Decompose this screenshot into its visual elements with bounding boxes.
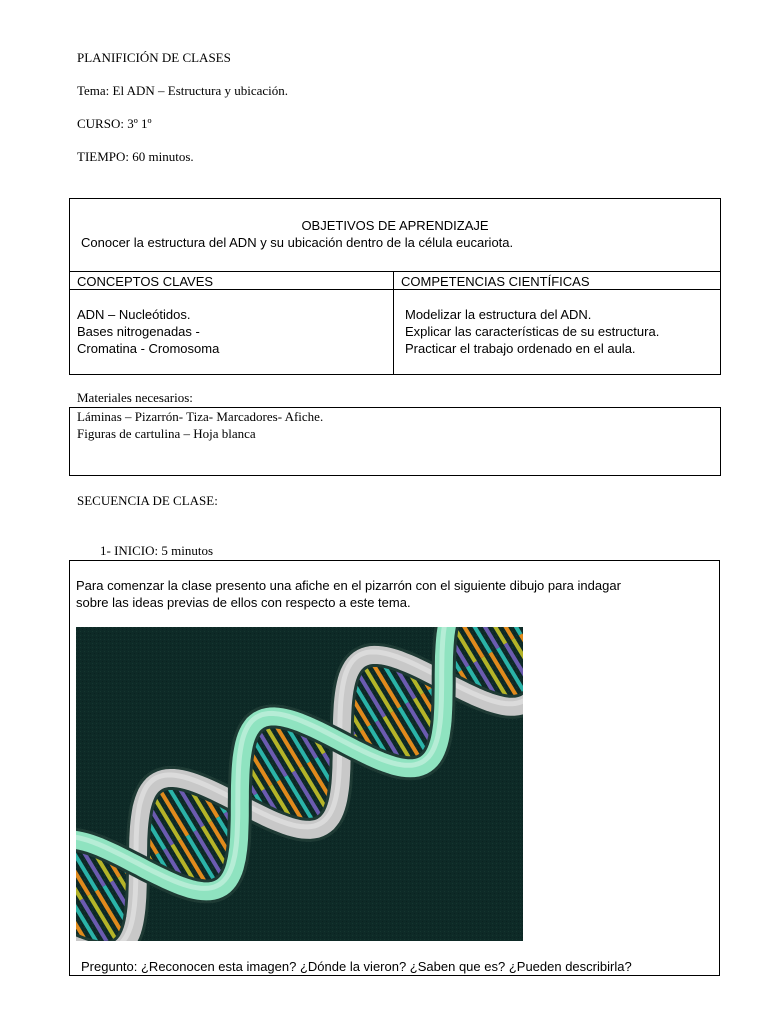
conceptos-list bbox=[77, 306, 219, 357]
list-item: ADN – Nucleótidos. bbox=[77, 307, 191, 322]
list-item: Modelizar la estructura del ADN. bbox=[405, 307, 592, 322]
secuencia-heading: SECUENCIA DE CLASE: bbox=[77, 493, 218, 508]
competencias-heading: COMPETENCIAS CIENTÍFICAS bbox=[401, 274, 590, 289]
competencias-list bbox=[405, 306, 659, 357]
list-item: Explicar las características de su estructura. bbox=[405, 324, 660, 339]
objetivos-heading: OBJETIVOS DE APRENDIZAJE bbox=[301, 218, 489, 233]
conceptos-heading: CONCEPTOS CLAVES bbox=[77, 274, 214, 289]
table-divider bbox=[69, 271, 721, 272]
dna-helix-image bbox=[76, 627, 523, 941]
inicio-line: 1- INICIO: 5 minutos bbox=[100, 543, 214, 558]
inicio-paragraph: Para comenzar la clase presento una afiche en el pizarrón con el siguiente dibujo para indagar bbox=[76, 578, 621, 593]
dna-helix-illustration bbox=[76, 627, 523, 941]
table-divider bbox=[393, 271, 394, 375]
pregunta-line: Pregunto: ¿Reconocen esta imagen? ¿Dónde la vieron? ¿Saben que es? ¿Pueden describirla? bbox=[81, 959, 632, 974]
page-title: PLANIFICIÓN DE CLASES bbox=[77, 50, 231, 65]
materiales-line: Láminas – Pizarrón- Tiza- Marcadores- Afiche. bbox=[77, 409, 324, 424]
list-item: Cromatina - Cromosoma bbox=[77, 341, 220, 356]
tiempo-line: TIEMPO: 60 minutos. bbox=[77, 149, 194, 164]
materiales-label: Materiales necesarios: bbox=[77, 390, 193, 405]
tema-line: Tema: El ADN – Estructura y ubicación. bbox=[77, 83, 289, 98]
curso-line: CURSO: 3º 1º bbox=[77, 116, 152, 131]
list-item: Bases nitrogenadas - bbox=[77, 324, 200, 339]
materiales-line: Figuras de cartulina – Hoja blanca bbox=[77, 426, 256, 441]
objetivos-text: Conocer la estructura del ADN y su ubicación dentro de la célula eucariota. bbox=[81, 235, 514, 250]
inicio-paragraph: sobre las ideas previas de ellos con respecto a este tema. bbox=[76, 595, 411, 610]
list-item: Practicar el trabajo ordenado en el aula. bbox=[405, 341, 636, 356]
